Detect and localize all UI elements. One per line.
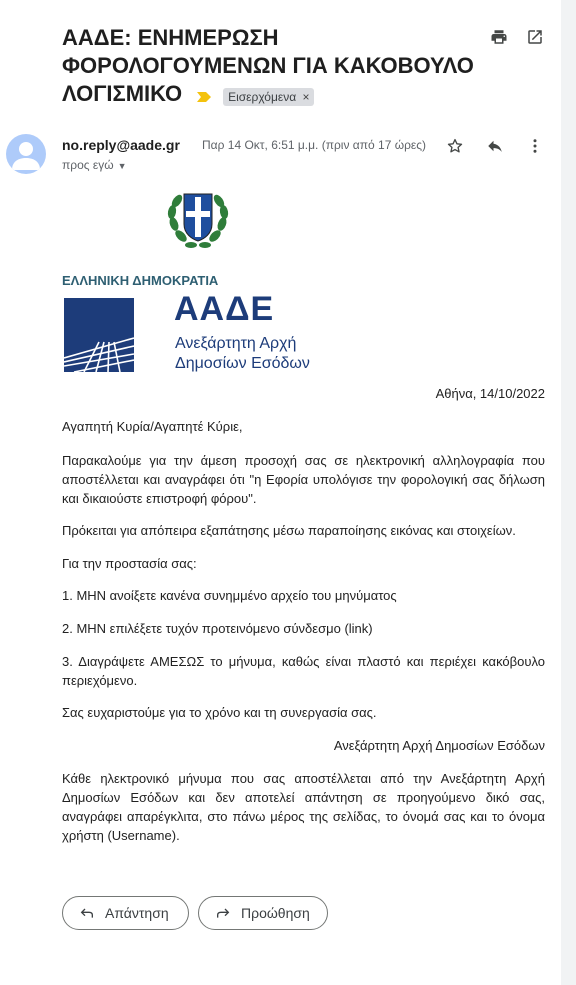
warning-item-3: 3. Διαγράψετε ΑΜΕΣΩΣ το μήνυμα, καθώς είναι πλαστό και περιέχει κακόβουλο περιεχόμενο. [62, 654, 545, 688]
email-timestamp: Παρ 14 Οκτ, 6:51 μ.μ. (πριν από 17 ώρες) [202, 138, 427, 152]
reply-icon [79, 905, 95, 921]
star-icon[interactable] [446, 137, 464, 155]
scrollbar-track[interactable] [561, 0, 576, 985]
letter-thanks: Σας ευχαριστούμε για το χρόνο και τη συνεργασία σας. [62, 705, 377, 720]
letter-paragraph-1: Παρακαλούμε για την άμεση προσοχή σας σε ηλεκτρονική αλληλογραφία που αποστέλλεται και αναγράφει ότι "η Εφορία υπολόγισε την φορολογική σας δήλωση και δικαιούστε επιστροφή φόρου". [62, 453, 545, 506]
aade-logo-wordmark: ΑΑΔΕ [174, 290, 275, 328]
aade-logo-icon [64, 298, 134, 372]
reply-button[interactable] [62, 896, 189, 930]
letter-signature: Ανεξάρτητη Αρχή Δημοσίων Εσόδων [333, 738, 545, 753]
letter-paragraph-2: Πρόκειται για απόπειρα εξαπάτησης μέσω παραποίησης εικόνας και στοιχείων. [62, 523, 516, 538]
aade-logo-subtitle [175, 334, 310, 374]
recipient-details[interactable] [62, 158, 127, 172]
republic-heading: ΕΛΛΗΝΙΚΗ ΔΗΜΟΚΡΑΤΙΑ [62, 273, 219, 288]
hellenic-emblem-icon [162, 184, 234, 256]
reply-button-label: Απάντηση [105, 905, 169, 921]
letter-footer-note: Κάθε ηλεκτρονικό μήνυμα που σας αποστέλλεται από την Ανεξάρτητη Αρχή Δημοσίων Εσόδων και δεν αποτελεί απάντηση σε προηγούμενο δικό σας, αναγράφει απαρέγκλιτα, στο πάνω μέρος της σελίδας, το όνομά σας και το όνομα χρήστη (Username). [62, 771, 545, 843]
recipient-text: προς εγώ [62, 158, 114, 172]
print-icon[interactable] [490, 28, 508, 46]
letter-paragraph-3: Για την προστασία σας: [62, 556, 197, 571]
warning-item-1: 1. ΜΗΝ ανοίξετε κανένα συνημμένο αρχείο του μηνύματος [62, 588, 397, 603]
warning-item-2: 2. ΜΗΝ επιλέξετε τυχόν προτεινόμενο σύνδεσμο (link) [62, 621, 373, 636]
more-vert-icon[interactable] [526, 137, 544, 155]
sender-address[interactable]: no.reply@aade.gr [62, 137, 180, 153]
subject-row [62, 24, 482, 108]
inbox-label-chip[interactable] [223, 88, 313, 106]
email-subject: ΑΑΔΕ: ΕΝΗΜΕΡΩΣΗ ΦΟΡΟΛΟΓΟΥΜΕΝΩΝ ΓΙΑ ΚΑΚΟΒΟΥΛΟ ΛΟΓΙΣΜΙΚΟ [62, 25, 474, 106]
person-icon [6, 134, 46, 174]
inbox-label-text: Εισερχόμενα [228, 89, 297, 104]
aade-subtitle-line1: Ανεξάρτητη Αρχή [175, 335, 297, 352]
letter-date: Αθήνα, 14/10/2022 [435, 386, 545, 401]
sender-avatar[interactable] [6, 134, 46, 174]
forward-button[interactable] [198, 896, 328, 930]
chevron-down-icon[interactable]: ▼ [117, 161, 127, 171]
forward-icon [215, 905, 231, 921]
remove-label-icon[interactable]: × [302, 89, 310, 104]
aade-subtitle-line2: Δημοσίων Εσόδων [175, 355, 310, 372]
importance-marker-icon[interactable] [197, 92, 211, 102]
reply-icon[interactable] [486, 137, 504, 155]
forward-button-label: Προώθηση [241, 905, 310, 921]
letter-greeting: Αγαπητή Κυρία/Αγαπητέ Κύριε, [62, 419, 243, 434]
open-in-new-window-icon[interactable] [526, 28, 544, 46]
